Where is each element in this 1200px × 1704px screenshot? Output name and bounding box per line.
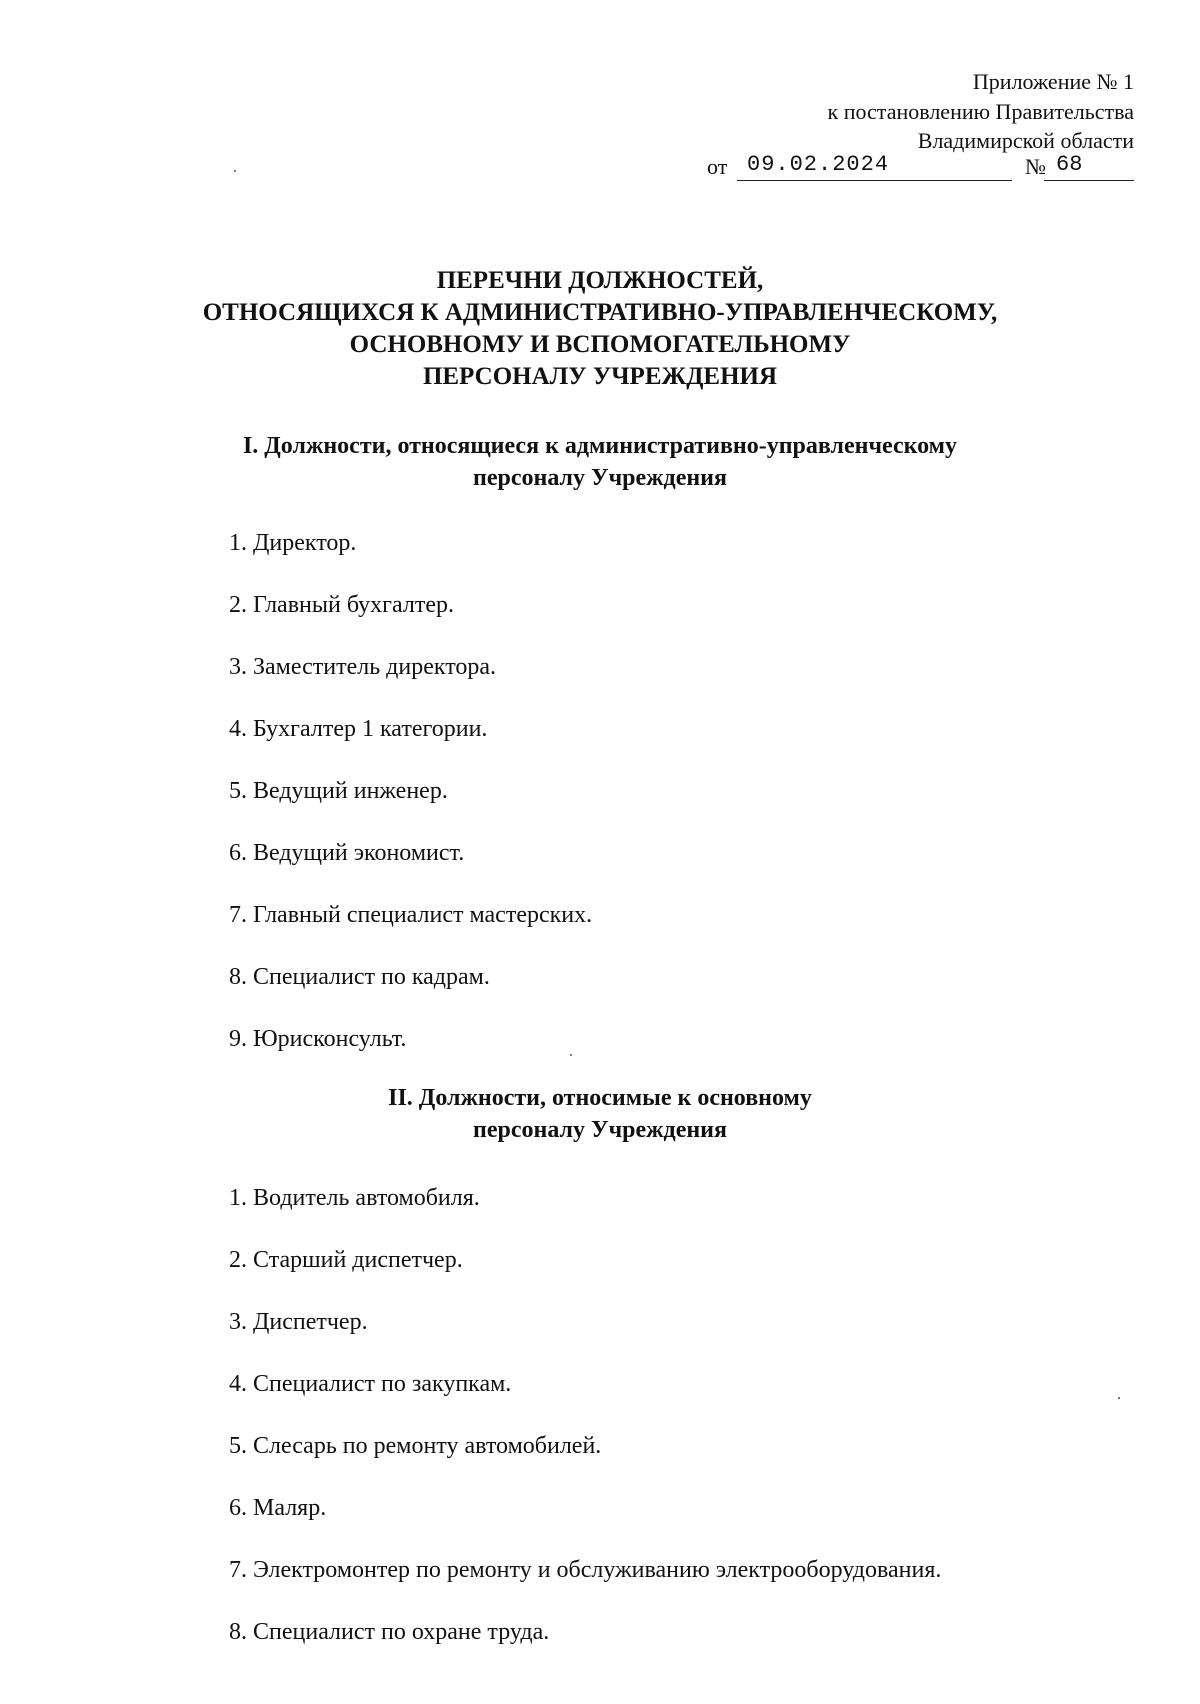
- list-item: 4. Бухгалтер 1 категории.: [229, 716, 488, 742]
- appendix-label: Приложение № 1: [972, 69, 1134, 94]
- section-heading-line: II. Должности, относимые к основному: [388, 1085, 812, 1111]
- section-heading-admin: [0, 430, 1200, 494]
- title-line: ОСНОВНОМУ И ВСПОМОГАТЕЛЬНОМУ: [349, 331, 851, 358]
- list-item: 7. Электромонтер по ремонту и обслуживанию электрооборудования.: [229, 1557, 942, 1583]
- scan-speck: [1118, 1397, 1120, 1399]
- list-item: 2. Старший диспетчер.: [229, 1247, 463, 1273]
- position-list-main: [229, 1183, 941, 1679]
- scan-speck: [234, 170, 236, 172]
- list-item: 5. Ведущий инженер.: [229, 778, 448, 804]
- date-number-row: [707, 152, 1134, 182]
- title-line: ПЕРЕЧНИ ДОЛЖНОСТЕЙ,: [436, 267, 764, 294]
- section-heading-main: [0, 1082, 1200, 1146]
- list-item: 3. Заместитель директора.: [229, 654, 497, 680]
- list-item: 7. Главный специалист мастерских.: [229, 902, 593, 928]
- document-date: 09.02.2024: [747, 152, 890, 177]
- document-number: 68: [1056, 152, 1083, 177]
- list-item: 8. Специалист по кадрам.: [229, 964, 490, 990]
- list-item: 5. Слесарь по ремонту автомобилей.: [229, 1433, 602, 1459]
- list-item: 9. Юрисконсульт.: [229, 1026, 407, 1052]
- date-prefix: от: [707, 154, 728, 179]
- section-heading-line: персоналу Учреждения: [473, 1117, 727, 1143]
- title-line: ПЕРСОНАЛУ УЧРЕЖДЕНИЯ: [422, 363, 778, 390]
- position-list-admin: [229, 528, 592, 1086]
- region-name: Владимирской области: [917, 128, 1134, 153]
- list-item: 4. Специалист по закупкам.: [229, 1371, 512, 1397]
- list-item: 1. Водитель автомобиля.: [229, 1185, 480, 1211]
- document-title: [0, 265, 1200, 393]
- list-item: 1. Директор.: [229, 530, 357, 556]
- date-field: [737, 152, 1012, 181]
- resolution-reference: к постановлению Правительства: [827, 99, 1134, 124]
- title-line: ОТНОСЯЩИХСЯ К АДМИНИСТРАТИВНО-УПРАВЛЕНЧЕСКОМУ,: [202, 299, 998, 326]
- list-item: 6. Ведущий экономист.: [229, 840, 465, 866]
- section-heading-line: персоналу Учреждения: [473, 465, 727, 491]
- number-field: [1044, 152, 1134, 181]
- list-item: 2. Главный бухгалтер.: [229, 592, 454, 618]
- list-item: 3. Диспетчер.: [229, 1309, 368, 1335]
- list-item: 8. Специалист по охране труда.: [229, 1619, 550, 1645]
- list-item: 6. Маляр.: [229, 1495, 327, 1521]
- section-heading-line: I. Должности, относящиеся к административно-управленческому: [242, 433, 958, 459]
- scan-speck: [570, 1054, 572, 1056]
- number-label: №: [1025, 154, 1046, 179]
